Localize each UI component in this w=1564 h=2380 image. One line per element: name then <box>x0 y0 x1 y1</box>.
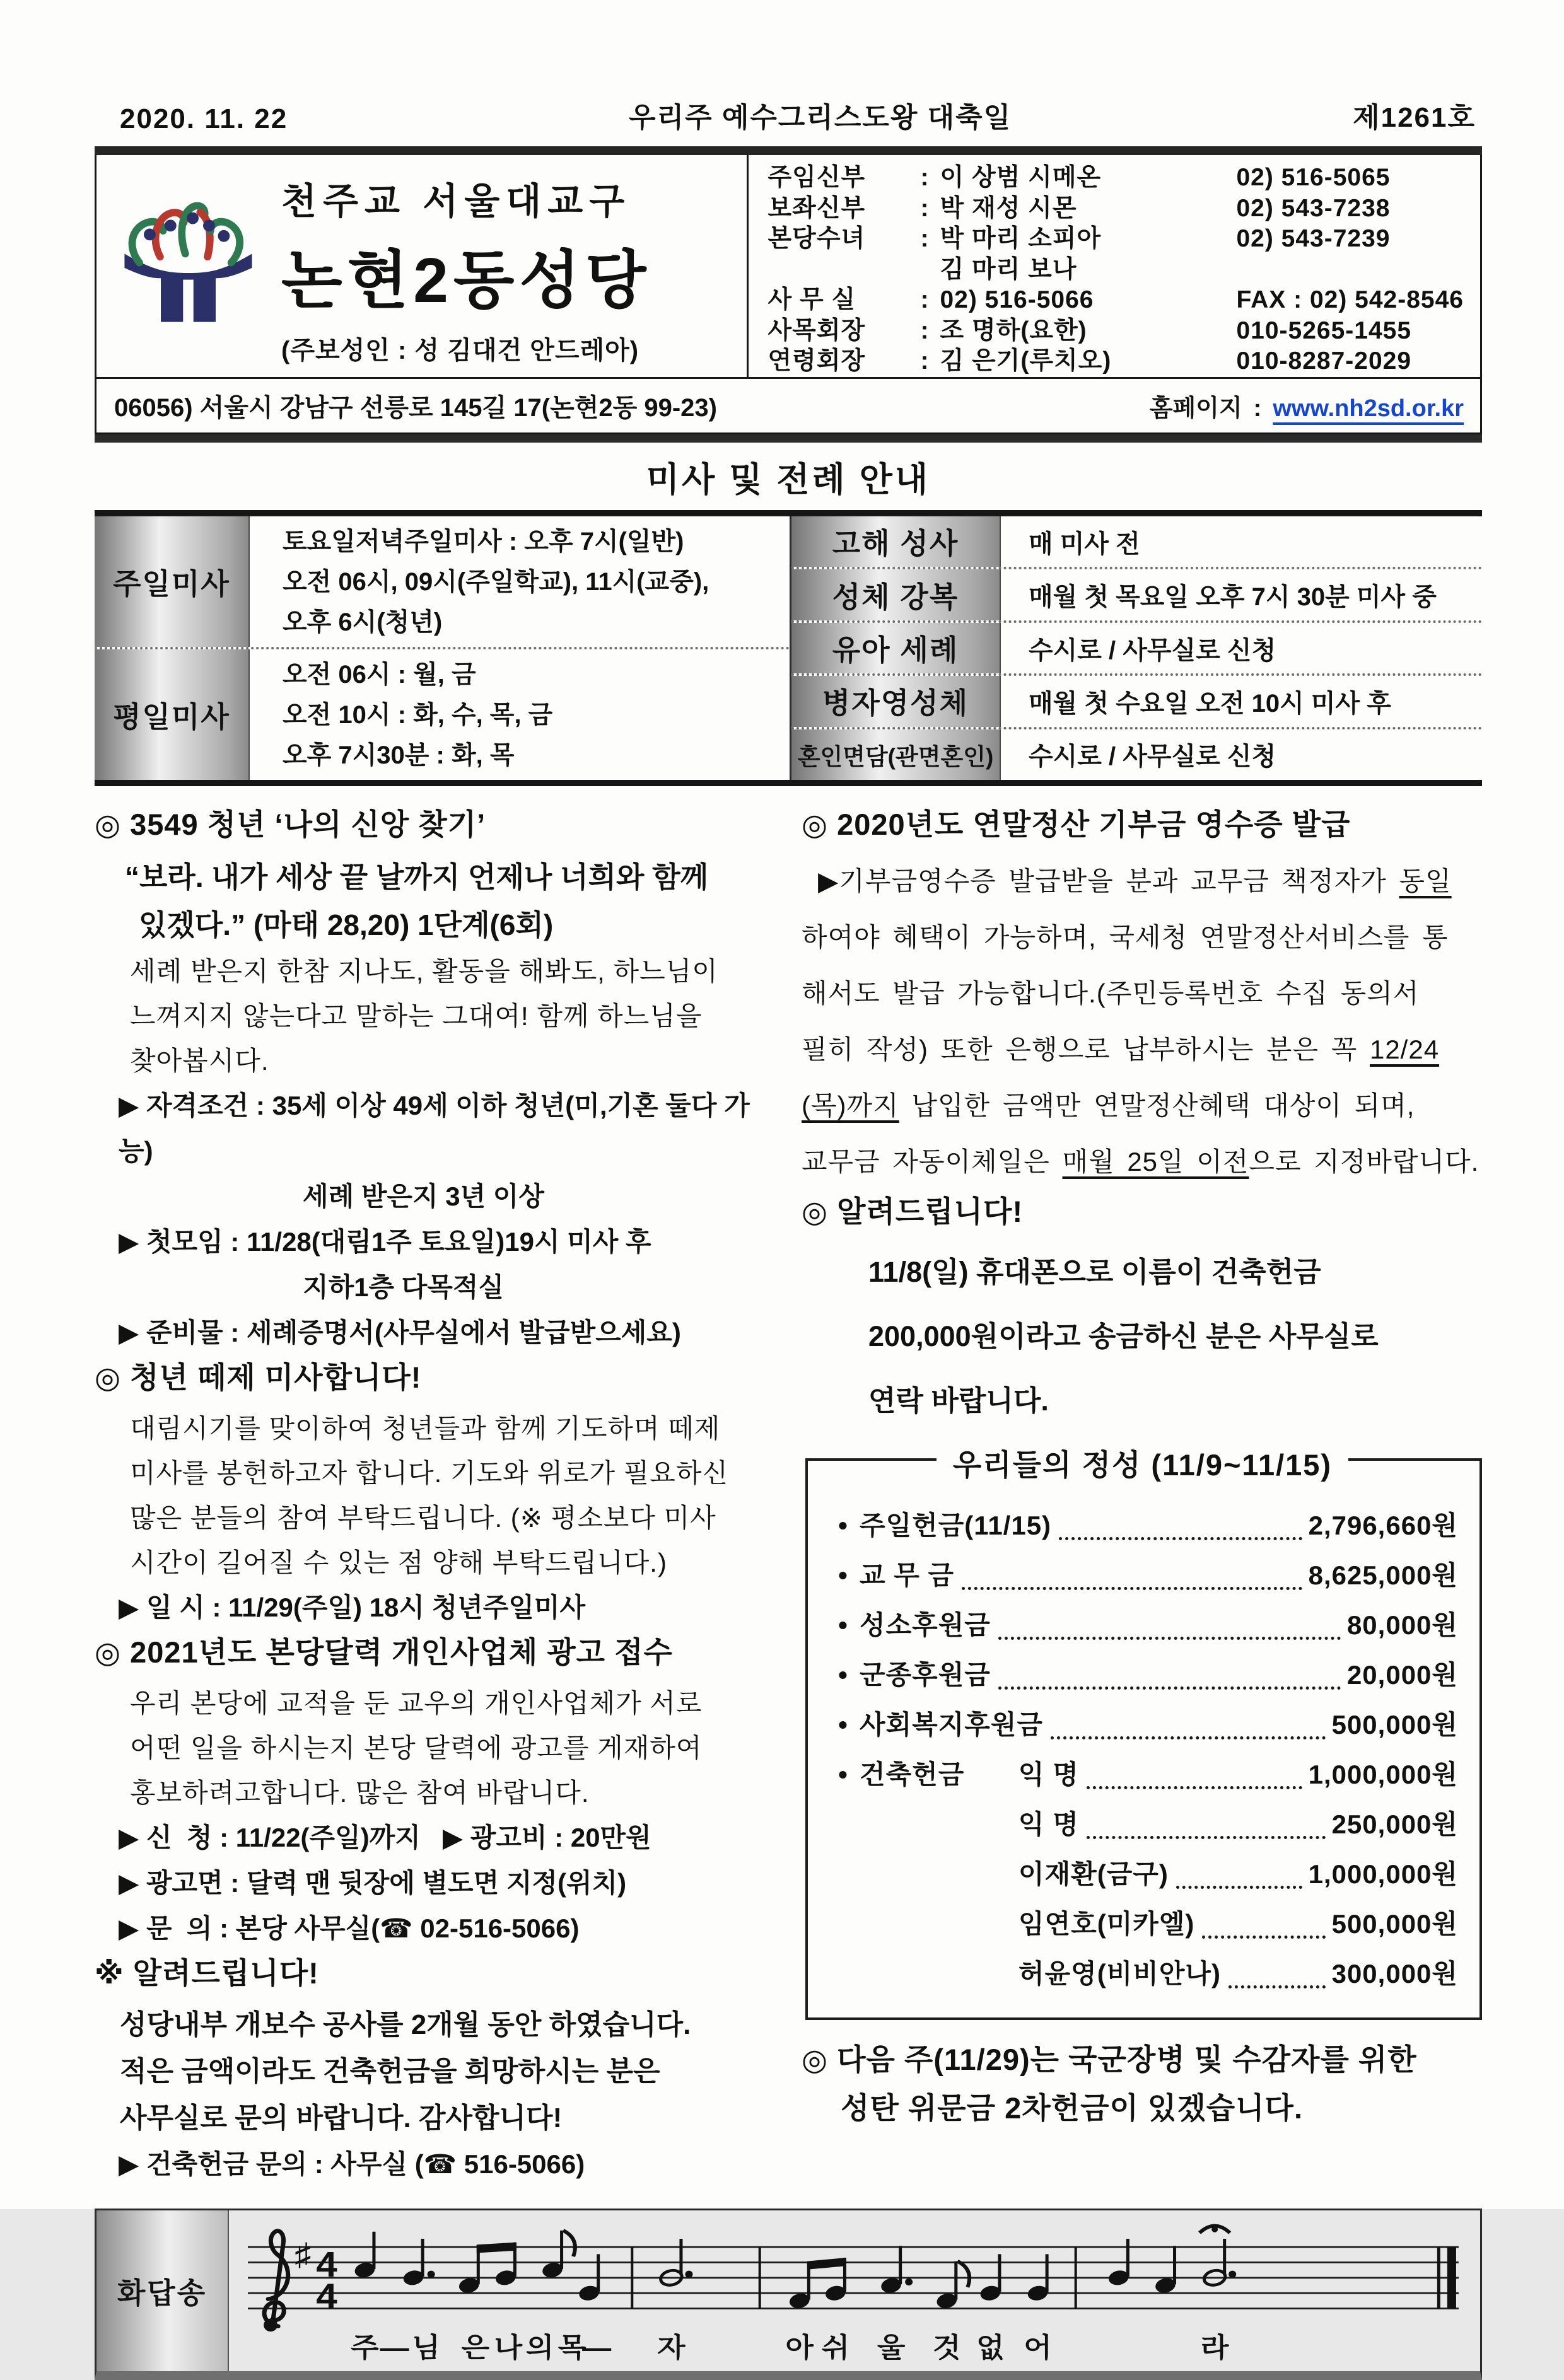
offering-label: 교 무 금 <box>860 1560 955 1590</box>
article <box>802 806 1482 1190</box>
contact-row <box>767 255 1464 286</box>
article-line: 성탄 위문금 2차헌금이 있겠습니다. <box>841 2091 1303 2125</box>
article-line: 200,000원이라고 송금하신 분은 사무실로 <box>868 1320 1379 1352</box>
article <box>95 1359 775 1630</box>
article-line: 느껴지지 않는다고 말하는 그대여! 함께 하느님을 <box>130 1001 703 1031</box>
right-column-top <box>802 806 1482 1433</box>
contact-name: 박 재성 시몬 <box>940 194 1077 222</box>
dot-leader <box>1087 1836 1326 1839</box>
offering-title: 우리들의 정성 (11/9~11/15) <box>937 1442 1348 1484</box>
article-line: ▶ 준비물 : 세례증명서(사무실에서 발급받으세요) <box>119 1318 681 1347</box>
liturgy-row-value: 매월 첫 수요일 오전 10시 미사 후 <box>1029 689 1391 717</box>
article-line: ▶ 첫모임 : 11/28(대림1주 토요일)19시 미사 후 <box>119 1227 651 1257</box>
article-line: 미사를 봉헌하고자 합니다. 기도와 위로가 필요하신 <box>130 1458 729 1488</box>
contact-role: 보좌신부 <box>767 194 866 222</box>
mass-time-line: 오후 7시30분 : 화, 목 <box>283 741 515 769</box>
lyric-syllable: 은 <box>461 2333 490 2364</box>
diocese-name: 천주교 서울대교구 <box>281 180 631 222</box>
offering-label: 사회복지후원금 <box>860 1710 1044 1739</box>
bullet-icon: • <box>838 1511 848 1540</box>
offering-label: 군종후원금 <box>860 1660 991 1690</box>
homepage-separator: : <box>1253 395 1262 422</box>
offering-amount: 500,000원 <box>1331 1710 1458 1739</box>
lyric-syllable: 아 <box>785 2333 814 2364</box>
article <box>95 1955 775 2187</box>
offering-row <box>827 1650 1458 1700</box>
bullet-icon: • <box>838 1610 848 1640</box>
article-line: 많은 분들의 참여 부탁드립니다. (※ 평소보다 미사 <box>130 1503 716 1533</box>
article-line: ◎ 2020년도 연말정산 기부금 영수증 발급 <box>802 808 1351 841</box>
contact-row: 연령회장 : 김 은기(루치오) 010-8287-2029 <box>767 346 1464 377</box>
lyric-syllable: 쉬 <box>821 2333 850 2364</box>
bullet-icon: • <box>838 1710 848 1739</box>
offering-amount: 500,000원 <box>1331 1909 1458 1939</box>
offering-box <box>805 1448 1482 2020</box>
offering-amount: 1,000,000원 <box>1308 1859 1458 1889</box>
mass-row-times <box>250 516 790 647</box>
offering-label: 주일헌금(11/15) <box>860 1511 1052 1540</box>
right-column-bottom <box>802 2041 1482 2128</box>
offering-label: 이재환(금구) <box>1018 1859 1169 1889</box>
contact-name: 김 은기(루치오) <box>940 347 1112 375</box>
contact-row: 주임신부 : 이 상범 시메온 02) 516-5065 <box>767 163 1464 194</box>
liturgy-row <box>791 567 1482 620</box>
contact-name: 박 마리 소피아 <box>940 225 1102 253</box>
article-line: ※ 알려드립니다! <box>95 1956 319 1990</box>
masthead-contacts <box>749 155 1480 377</box>
treble-clef-icon <box>264 2231 288 2332</box>
address-bottom-rule <box>95 434 1482 443</box>
article-line: 찾아봅시다. <box>130 1046 269 1076</box>
mass-row <box>95 647 790 780</box>
article-columns <box>95 803 1482 2187</box>
article-line: 지하1층 다목적실 <box>303 1272 505 1302</box>
article-line: “보라. 내가 세상 끝 날까지 언제나 너희와 함께 <box>125 861 709 893</box>
article-line: 교무금 자동이체일은 매월 25일 이전으로 지정바랍니다. <box>802 1147 1479 1176</box>
mass-row-header: 주일미사 <box>95 516 250 647</box>
liturgy-row-header: 성체 강복 <box>791 569 1001 620</box>
music-lyrics <box>351 2333 1229 2363</box>
offering-amount: 20,000원 <box>1346 1660 1458 1690</box>
article-line: 필히 작성) 또한 은행으로 납부하시는 분은 꼭 12/24 <box>802 1035 1440 1064</box>
offering-row <box>1018 1849 1458 1899</box>
contact-row: 사 무 실 : 02) 516-5066 FAX : 02) 542-8546 <box>767 285 1464 316</box>
contact-name: 이 상범 시메온 <box>940 164 1102 192</box>
offering-row <box>827 1750 1458 1799</box>
responsorial-psalm-label: 화답송 <box>96 2210 229 2371</box>
offering-label: 허윤영(비비안나) <box>1018 1959 1221 1988</box>
parish-address: 06056) 서울시 강남구 선릉로 145길 17(논현2동 99-23) <box>114 394 717 422</box>
svg-text:♯: ♯ <box>295 2236 312 2272</box>
offering-label: 익 명 <box>1018 1760 1079 1789</box>
article-line: ▶ 자격조건 : 35세 이상 49세 이하 청년(미,기혼 둘다 가능) <box>119 1091 750 1166</box>
offering-row <box>827 1600 1458 1650</box>
offering-category: 건축헌금 <box>860 1760 965 1789</box>
contact-row: 보좌신부 : 박 재성 시몬 02) 543-7238 <box>767 194 1464 224</box>
article <box>95 1634 775 1951</box>
patron-saint: (주보성인 : 성 김대건 안드레아) <box>281 336 639 364</box>
article-line: 홍보하려고합니다. 많은 참여 바랍니다. <box>130 1778 590 1808</box>
lyric-syllable: 라 <box>1200 2333 1229 2364</box>
dot-leader <box>1228 1985 1326 1988</box>
liturgy-row-header: 유아 세례 <box>791 623 1001 673</box>
article-line: 11/8(일) 휴대폰으로 이름이 건축헌금 <box>868 1256 1321 1288</box>
contact-name: 김 마리 보나 <box>940 255 1077 283</box>
contact-role: 사 무 실 <box>767 286 856 314</box>
mass-time-line: 오전 10시 : 화, 수, 목, 금 <box>283 700 553 729</box>
article <box>802 1193 1482 1433</box>
mass-row-times <box>250 649 790 780</box>
lyric-syllable: — <box>582 2333 612 2364</box>
liturgy-row-value: 수시로 / 사무실로 신청 <box>1029 636 1276 665</box>
lyric-syllable: 목 <box>557 2333 586 2364</box>
contact-phone: FAX : 02) 542-8546 <box>1236 286 1464 314</box>
article-line: ▶기부금영수증 발급받을 분과 교무금 책정자가 동일 <box>818 866 1452 896</box>
bullet-icon: • <box>838 1660 848 1690</box>
contact-phone: 02) 543-7239 <box>1236 225 1391 253</box>
contact-role: 본당수녀 <box>767 225 866 253</box>
svg-text:4: 4 <box>316 2244 337 2285</box>
article-line: ◎ 3549 청년 ‘나의 신앙 찾기’ <box>95 808 486 841</box>
article-line: ◎ 청년 떼제 미사합니다! <box>95 1361 422 1394</box>
contact-phone <box>1236 255 1464 286</box>
offering-label: 익 명 <box>1018 1809 1079 1839</box>
article-line: ◎ 2021년도 본당달력 개인사업체 광고 접수 <box>95 1635 673 1669</box>
article-line: 세례 받은지 3년 이상 <box>303 1181 544 1211</box>
dot-leader <box>1051 1736 1326 1739</box>
lyric-syllable: 자 <box>657 2333 686 2364</box>
top-header-row <box>95 95 1482 146</box>
contact-phone: 02) 516-5065 <box>1236 164 1391 192</box>
offering-label: 임연호(미카엘) <box>1018 1909 1195 1939</box>
liturgy-row-header: 고해 성사 <box>791 516 1001 567</box>
contact-row: 본당수녀 : 박 마리 소피아 02) 543-7239 <box>767 224 1464 255</box>
liturgy-row-value: 매 미사 전 <box>1029 530 1140 558</box>
article-line: ◎ 다음 주(11/29)는 국군장병 및 수감자를 위한 <box>802 2043 1417 2076</box>
liturgy-row-value: 수시로 / 사무실로 신청 <box>1029 743 1276 771</box>
mass-guide-table <box>95 510 1482 786</box>
lyric-syllable: 님 <box>412 2333 440 2364</box>
article-line: 있겠다.” (마태 28,20) 1단계(6회) <box>139 908 554 941</box>
article-line: ◎ 알려드립니다! <box>802 1195 1024 1228</box>
dot-leader <box>962 1587 1302 1590</box>
liturgy-row-header: 병자영성체 <box>791 676 1001 726</box>
article-line: ▶ 건축헌금 문의 : 사무실 (☎ 516-5066) <box>119 2149 585 2179</box>
article-line: ▶ 문 의 : 본당 사무실(☎ 02-516-5066) <box>119 1913 580 1943</box>
offering-amount: 80,000원 <box>1346 1610 1458 1640</box>
mass-table-right <box>791 516 1482 780</box>
article-line: ▶ 일 시 : 11/29(주일) 18시 청년주일미사 <box>119 1593 586 1622</box>
offering-label: 성소후원금 <box>860 1610 991 1640</box>
dot-leader <box>998 1686 1341 1690</box>
bullet-icon: • <box>838 1560 848 1590</box>
feast-title: 우리주 예수그리스도왕 대축일 <box>629 102 1012 133</box>
article-line: 어떤 일을 하시는지 본당 달력에 광고를 게재하여 <box>130 1733 703 1763</box>
article-line: 세례 받은지 한참 지나도, 활동을 해봐도, 하느님이 <box>130 956 718 986</box>
mass-time-line: 오전 06시 : 월, 금 <box>283 660 476 688</box>
masthead-identity <box>96 155 749 377</box>
offering-amount: 2,796,660원 <box>1308 1511 1458 1540</box>
article-line: 성당내부 개보수 공사를 2개월 동안 하였습니다. <box>120 2009 691 2040</box>
article-line: ▶ 광고면 : 달력 맨 뒷장에 별도면 지정(위치) <box>119 1868 627 1898</box>
article-line: 시간이 길어질 수 있는 점 양해 부탁드립니다.) <box>130 1548 667 1577</box>
article-line: 연락 바랍니다. <box>868 1384 1049 1417</box>
offering-row <box>827 1501 1458 1550</box>
contact-phone: 02) 543-7238 <box>1236 194 1391 222</box>
contact-phone: 010-8287-2029 <box>1236 347 1412 375</box>
liturgy-row-header: 혼인면담(관면혼인) <box>791 729 1001 780</box>
lyric-syllable: 어 <box>1024 2333 1052 2364</box>
parish-name: 논현2동성당 <box>281 245 651 316</box>
lyric-syllable: 나 <box>494 2333 523 2364</box>
article-line: 우리 본당에 교적을 둔 교우의 개인사업체가 서로 <box>130 1688 703 1718</box>
music-staff <box>229 2210 1480 2371</box>
homepage-link[interactable]: www.nh2sd.or.kr <box>1273 395 1464 422</box>
liturgy-row-value: 매월 첫 목요일 오후 7시 30분 미사 중 <box>1029 583 1437 612</box>
contact-role: 연령회장 <box>767 347 866 375</box>
contact-role: 사목회장 <box>767 316 866 344</box>
contact-role: 주임신부 <box>767 164 866 192</box>
contact-row: 사목회장 : 조 명하(요한) 010-5265-1455 <box>767 316 1464 347</box>
liturgy-row <box>791 516 1482 567</box>
article-line: 대림시기를 맞이하여 청년들과 함께 기도하며 떼제 <box>130 1413 721 1443</box>
bullet-icon: • <box>838 1760 848 1789</box>
liturgy-row <box>791 673 1482 726</box>
lyric-syllable: 주 <box>351 2333 379 2364</box>
mass-table-left <box>95 516 791 780</box>
lyric-syllable: — <box>380 2333 409 2364</box>
dot-leader <box>1087 1786 1302 1789</box>
mass-row-header: 평일미사 <box>95 649 250 780</box>
lyric-syllable: 것 <box>933 2333 961 2364</box>
svg-text:4: 4 <box>316 2277 337 2317</box>
contact-name: 02) 516-5066 <box>940 286 1094 314</box>
liturgy-row <box>791 727 1482 780</box>
article-line: 사무실로 문의 바랍니다. 감사합니다! <box>120 2103 563 2133</box>
right-column <box>802 803 1482 2187</box>
offering-row <box>827 1550 1458 1600</box>
offering-amount: 300,000원 <box>1331 1959 1458 1988</box>
music-notation <box>229 2210 1480 2371</box>
left-column <box>95 803 775 2187</box>
contact-phone: 010-5265-1455 <box>1236 316 1412 344</box>
homepage-label: 홈페이지 <box>1149 395 1242 422</box>
offering-row <box>1018 1949 1458 1999</box>
archdiocese-logo-icon <box>114 190 262 347</box>
offering-amount: 250,000원 <box>1331 1809 1458 1839</box>
dot-leader <box>1059 1537 1302 1540</box>
mass-time-line: 오전 06시, 09시(주일학교), 11시(교중), <box>283 567 709 596</box>
issue-number: 제1261호 <box>1353 102 1476 133</box>
article-line: 하여야 혜택이 가능하며, 국세청 연말정산서비스를 통 <box>802 922 1449 952</box>
article-line: ▶ 신 청 : 11/22(주일)까지 ▶ 광고비 : 20만원 <box>119 1823 651 1852</box>
dot-leader <box>998 1637 1341 1640</box>
contact-name: 조 명하(요한) <box>940 316 1087 344</box>
liturgy-row <box>791 620 1482 673</box>
article-line: 해서도 발급 가능합니다.(주민등록번호 수집 동의서 <box>802 978 1420 1008</box>
offering-row <box>827 1700 1458 1750</box>
article-line: 적은 금액이라도 건축헌금을 희망하시는 분은 <box>120 2056 660 2087</box>
offering-amount: 8,625,000원 <box>1308 1560 1458 1590</box>
lyric-syllable: 울 <box>877 2333 906 2364</box>
offering-amount: 1,000,000원 <box>1308 1760 1458 1789</box>
responsorial-psalm-box <box>95 2209 1482 2380</box>
mass-time-line: 오후 6시(청년) <box>283 608 443 636</box>
lyric-syllable: 의 <box>525 2333 554 2364</box>
issue-date: 2020. 11. 22 <box>120 103 288 134</box>
mass-row <box>95 516 790 647</box>
offering-row <box>1018 1899 1458 1949</box>
mass-time-line: 토요일저녁주일미사 : 오후 7시(일반) <box>283 527 684 555</box>
contact-role <box>767 255 909 286</box>
dot-leader <box>1202 1936 1325 1939</box>
offering-row <box>1018 1799 1458 1849</box>
top-rule <box>95 146 1482 155</box>
masthead-box <box>95 155 1482 434</box>
address-bar <box>96 377 1480 432</box>
dot-leader <box>1176 1886 1302 1889</box>
article <box>802 2041 1482 2128</box>
lyric-syllable: 없 <box>976 2333 1005 2364</box>
article <box>95 806 775 1355</box>
offering-rows <box>827 1501 1458 1999</box>
article-line: (목)까지 납입한 금액만 연말정산혜택 대상이 되며, <box>802 1091 1415 1120</box>
mass-guide-title: 미사 및 전례 안내 <box>646 461 931 499</box>
